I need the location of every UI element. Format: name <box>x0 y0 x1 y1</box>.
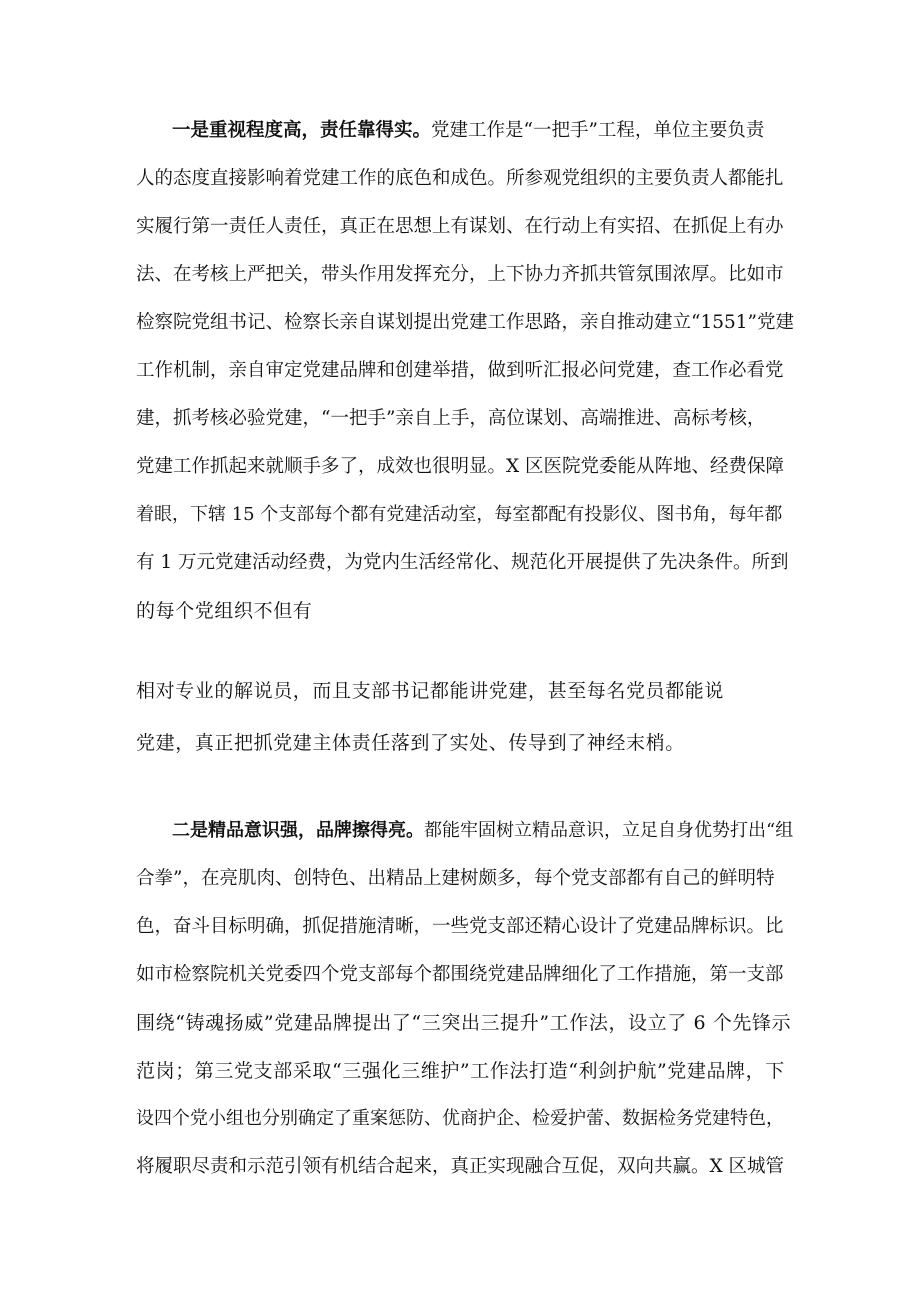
paragraph-line: 范岗；第三党支部采取“三强化三维护”工作法打造“利剑护航”党建品牌，下 <box>136 1060 785 1082</box>
paragraph-line: 色，奋斗目标明确，抓促措施清晰，一些党支部还精心设计了党建品牌标识。比 <box>136 916 784 937</box>
paragraph-line: 设四个党小组也分别确定了重案惩防、优商护企、检爱护蕾、数据检务党建特色， <box>136 1108 784 1129</box>
paragraph-line <box>172 818 796 844</box>
paragraph-lead: 二是精品意识强，品牌擦得亮。 <box>172 820 424 841</box>
paragraph-text: 都能牢固树立精品意识，立足自身优势打出“组 <box>424 820 794 841</box>
paragraph-line: 着眼，下辖 15 个支部每个都有党建活动室，每室都配有投影仪、图书角，每年都 <box>136 504 783 525</box>
paragraph-lead: 一是重视程度高，责任靠得实。 <box>172 120 432 141</box>
paragraph-line: 法、在考核上严把关，带头作用发挥充分，上下协力齐抓共管氛围浓厚。比如市 <box>136 264 784 285</box>
paragraph-line <box>172 118 796 144</box>
paragraph-line: 检察院党组书记、检察长亲自谋划提出党建工作思路，亲自推动建立“1551”党建 <box>136 312 794 333</box>
paragraph-line: 党建，真正把抓党建主体责任落到了实处、传导到了神经末梢。 <box>136 732 685 754</box>
paragraph-text: 党建工作是“一把手”工程，单位主要负责 <box>431 120 765 141</box>
paragraph-line: 建，抓考核必验党建，“一把手”亲自上手，高位谋划、高端推进、高标考核， <box>136 408 766 429</box>
paragraph-line: 工作机制，亲自审定党建品牌和创建举措，做到听汇报必问党建，查工作必看党 <box>136 360 784 381</box>
paragraph-line: 围绕“铸魂扬威”党建品牌提出了“三突出三提升”工作法，设立了 6 个先锋示 <box>136 1012 792 1034</box>
paragraph-line: 相对专业的解说员，而且支部书记都能讲党建，甚至每名党员都能说 <box>136 680 725 702</box>
paragraph-line: 如市检察院机关党委四个党支部每个都围绕党建品牌细化了工作措施，第一支部 <box>136 964 784 985</box>
paragraph-line: 实履行第一责任人责任，真正在思想上有谋划、在行动上有实招、在抓促上有办 <box>136 216 784 237</box>
paragraph-line: 的每个党组织不但有 <box>136 600 313 622</box>
paragraph-line: 人的态度直接影响着党建工作的底色和成色。所参观党组织的主要负责人都能扎 <box>136 168 784 189</box>
paragraph-line: 有 1 万元党建活动经费，为党内生活经常化、规范化开展提供了先决条件。所到 <box>136 552 789 573</box>
paragraph-line: 将履职尽责和示范引领有机结合起来，真正实现融合互促，双向共赢。X 区城管 <box>136 1156 785 1177</box>
paragraph-line: 合拳”，在亮肌肉、创特色、出精品上建树颇多，每个党支部都有自己的鲜明特 <box>136 868 775 889</box>
paragraph-line: 党建工作抓起来就顺手多了，成效也很明显。X 区医院党委能从阵地、经费保障 <box>136 456 785 477</box>
